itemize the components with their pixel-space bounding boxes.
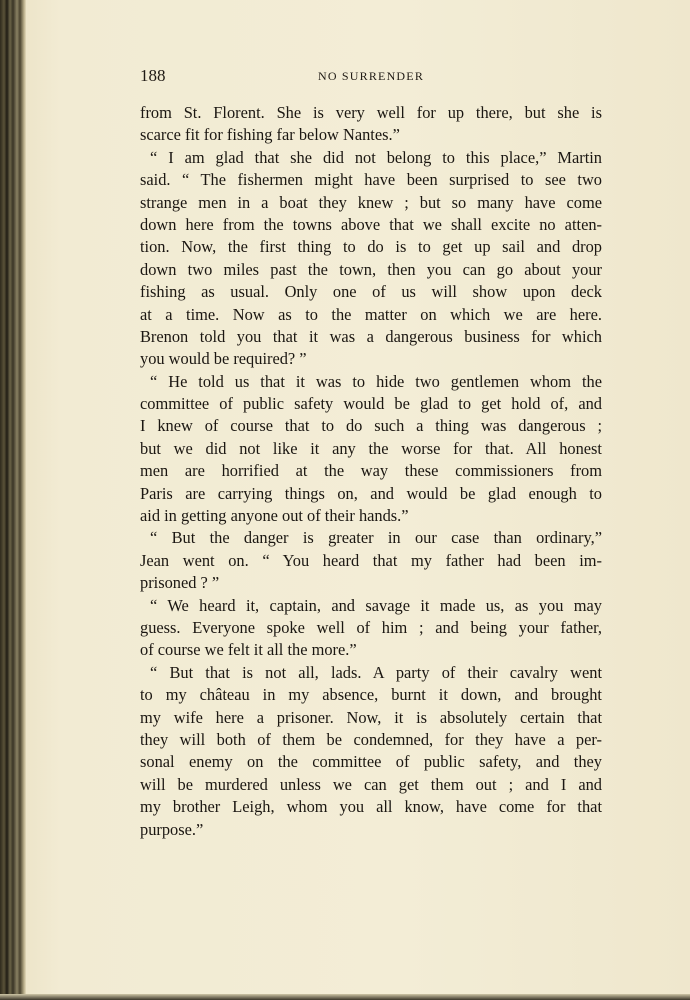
text-line: prisoned ? ” (140, 573, 220, 593)
text-line: but we did not like it any the worse for that. All honest (140, 438, 602, 458)
text-line: aid in getting anyone out of their hands.” (140, 506, 409, 526)
text-line: from St. Florent. She is very well for up there, but she is (140, 103, 602, 122)
text-line: said. “ The fishermen might have been surprised to see two (140, 170, 602, 190)
body-text (140, 102, 602, 841)
running-title: NO SURRENDER (317, 69, 425, 83)
text-line: sonal enemy on the committee of public safety, and they (140, 752, 602, 772)
text-line: fishing as usual. Only one of us will show upon deck (140, 282, 602, 302)
text-line: to my château in my absence, burnt it down, and brought (140, 685, 602, 705)
text-line: guess. Everyone spoke well of him ; and being your father, (140, 617, 602, 637)
page-bottom-edge (0, 994, 690, 1000)
text-line: my brother Leigh, whom you all know, have come for that (140, 797, 602, 817)
text-line: Jean went on. “ You heard that my father had been im- (140, 550, 602, 570)
text-line: will be murdered unless we can get them out ; and I and (140, 774, 602, 794)
text-line: strange men in a boat they knew ; but so many have come (140, 192, 602, 212)
text-line: Paris are carrying things on, and would be glad enough to (140, 483, 602, 503)
text-line: scarce fit for fishing far below Nantes.” (140, 125, 400, 145)
text-line: down two miles past the town, then you can go about your (140, 259, 602, 279)
text-line: committee of public safety would be glad to get hold of, and (140, 394, 602, 414)
text-line: you would be required? ” (140, 349, 307, 369)
text-line: they will both of them be condemned, for they have a per- (140, 729, 602, 749)
page-header (140, 66, 602, 88)
text-line: at a time. Now as to the matter on which we are here. (140, 304, 602, 324)
text-line: I knew of course that to do such a thing was dangerous ; (140, 416, 602, 436)
text-line: men are horrified at the way these commissioners from (140, 461, 602, 481)
text-line: my wife here a prisoner. Now, it is absolutely certain that (140, 707, 602, 727)
text-line: down here from the towns above that we shall excite no atten- (140, 214, 602, 234)
page-number: 188 (140, 66, 166, 85)
text-line: “ He told us that it was to hide two gentlemen whom the (150, 371, 602, 391)
text-line: Brenon told you that it was a dangerous business for which (140, 326, 602, 346)
text-line: “ But the danger is greater in our case than ordinary,” (150, 528, 602, 548)
text-line: “ I am glad that she did not belong to this place,” Martin (150, 147, 602, 167)
text-line: of course we felt it all the more.” (140, 640, 357, 660)
text-line: tion. Now, the first thing to do is to get up sail and drop (140, 237, 602, 257)
text-line: “ We heard it, captain, and savage it made us, as you may (150, 595, 602, 615)
text-line: purpose.” (140, 819, 204, 839)
text-line: “ But that is not all, lads. A party of their cavalry went (150, 662, 602, 682)
book-spine-edge (0, 0, 26, 1000)
